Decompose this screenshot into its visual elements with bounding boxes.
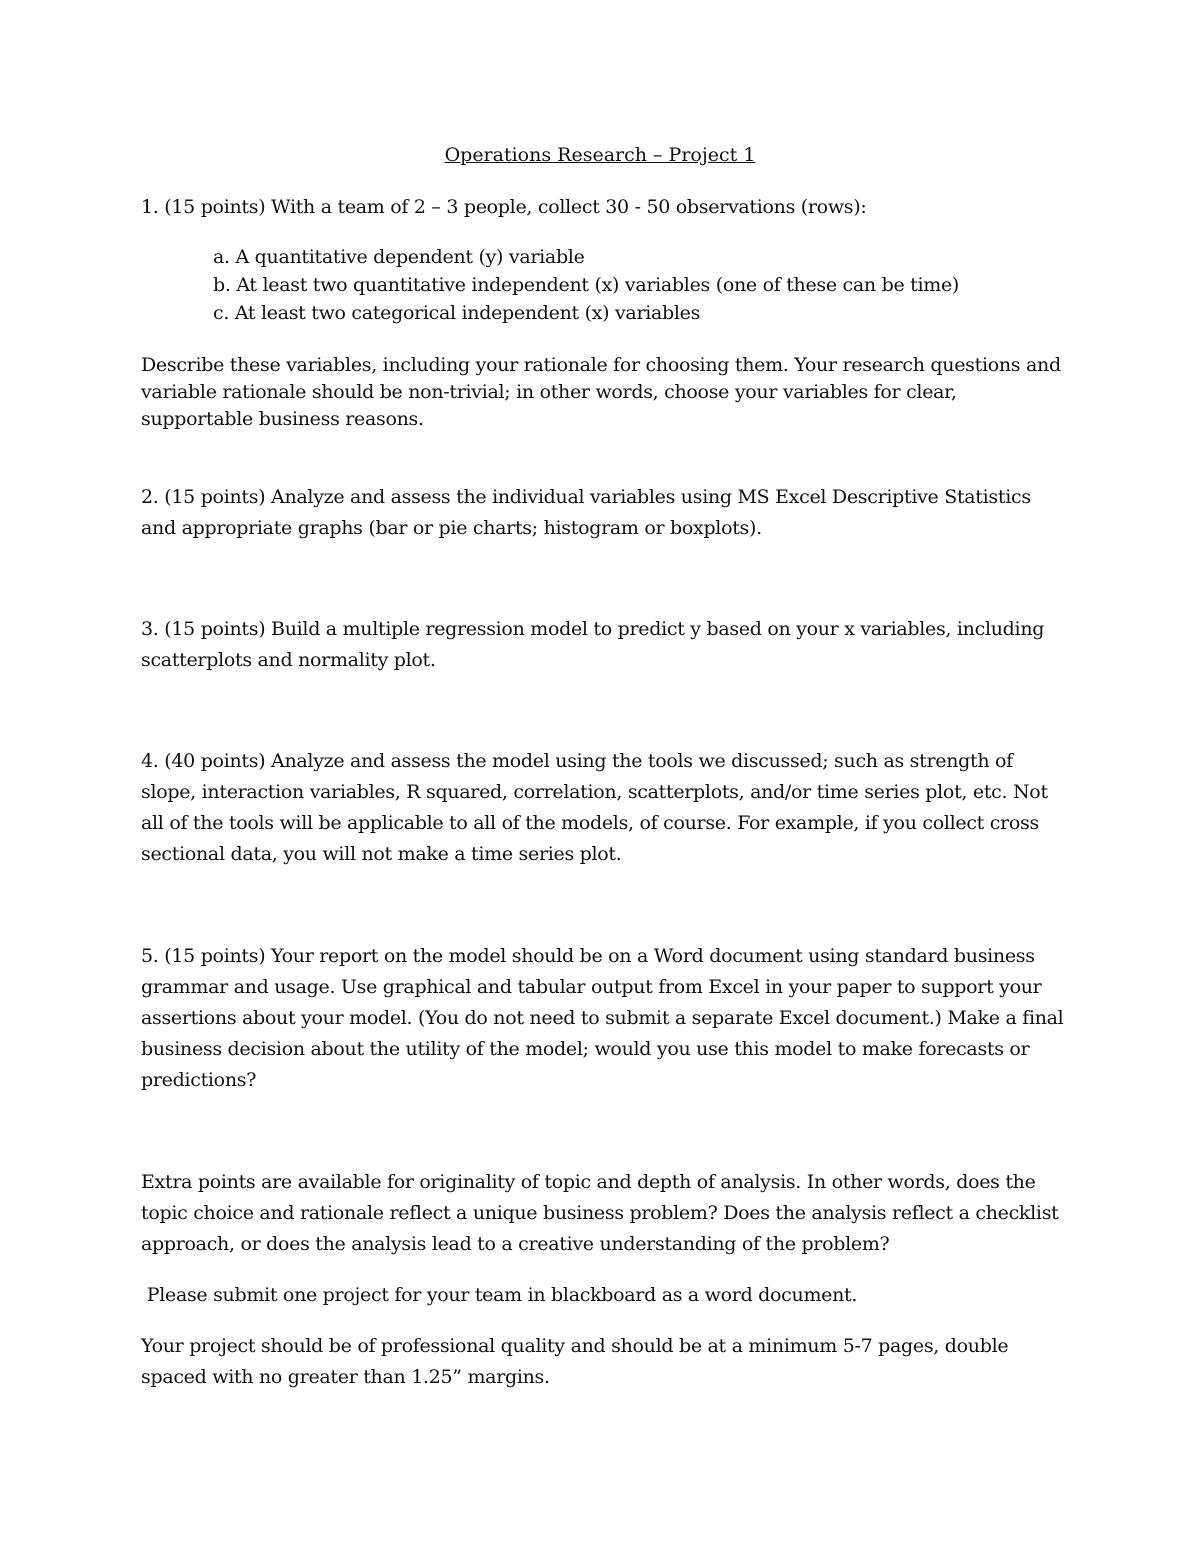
- extra-points-paragraph: Extra points are available for originality of topic and depth of analysis. In other words, does the topic choice and rationale reflect a unique business problem? Does the analysis reflect a checklist approach, or does the analysis lead to a creative understanding of the problem?: [141, 1171, 1059, 1255]
- item-1-subitem-a: a. A quantitative dependent (y) variable: [213, 246, 585, 268]
- item-1-subitem-c: c. At least two categorical independent (x) variables: [213, 302, 701, 324]
- item-1-subitem-b: b. At least two quantitative independent (x) variables (one of these can be time): [213, 274, 960, 296]
- item-4-text: 4. (40 points) Analyze and assess the model using the tools we discussed; such as strength of slope, interaction variables, R squared, correlation, scatterplots, and/or time series plot, etc. Not all of the tools will be applicable to all of the models, of course. For example, if you collect cross sectional data, you will not make a time series plot.: [141, 750, 1048, 865]
- item-1-sublist: [213, 243, 1073, 327]
- item-5-text: 5. (15 points) Your report on the model should be on a Word document using standard business grammar and usage. Use graphical and tabular output from Excel in your paper to support your assertions about your model. (You do not need to submit a separate Excel document.) Make a final business decision about the utility of the model; would you use this model to make forecasts or predictions?: [141, 945, 1064, 1091]
- item-2-text: 2. (15 points) Analyze and assess the individual variables using MS Excel Descriptive Statistics and appropriate graphs (bar or pie charts; histogram or boxplots).: [141, 486, 1031, 539]
- document-title: Operations Research – Project 1: [444, 144, 756, 166]
- submit-paragraph: Please submit one project for your team in blackboard as a word document.: [141, 1284, 858, 1306]
- item-1-text: 1. (15 points) With a team of 2 – 3 people, collect 30 - 50 observations (rows):: [141, 196, 867, 218]
- describe-paragraph: Describe these variables, including your rationale for choosing them. Your research questions and variable rationale should be non-trivial; in other words, choose your variables for clear, supportable business reasons.: [141, 354, 1061, 430]
- quality-paragraph: Your project should be of professional quality and should be at a minimum 5-7 pages, double spaced with no greater than 1.25” margins.: [141, 1335, 1009, 1388]
- item-3-text: 3. (15 points) Build a multiple regression model to predict y based on your x variables, including scatterplots and normality plot.: [141, 618, 1045, 671]
